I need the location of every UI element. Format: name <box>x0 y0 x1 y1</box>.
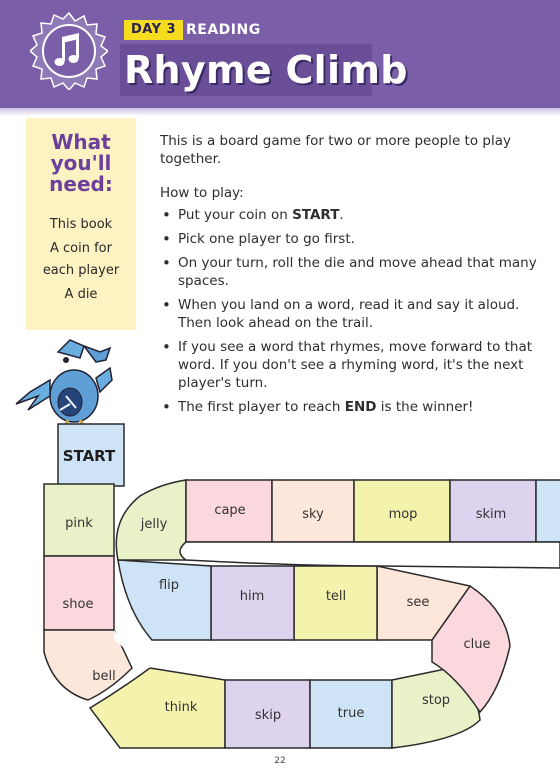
tile-word: true <box>337 706 365 721</box>
step-item: • When you land on a word, read it and say it aloud. Then look ahead on the trail. <box>160 296 540 332</box>
tile-word: think <box>164 700 198 715</box>
tile-word: see <box>406 595 430 610</box>
board-tile <box>536 480 560 542</box>
tile-word: bell <box>92 669 116 684</box>
tile-word: skip <box>254 708 282 723</box>
board-tile <box>118 560 211 640</box>
tile-word: sky <box>302 507 324 522</box>
page-number: 22 <box>274 756 286 766</box>
tile-word: him <box>239 589 265 604</box>
tile-word: flip <box>158 578 180 593</box>
bird-mascot-icon <box>16 340 112 432</box>
tile-word: cape <box>214 503 246 518</box>
start-label: START <box>62 447 116 465</box>
page-title: Rhyme Climb <box>124 48 408 92</box>
track-gap <box>180 542 560 568</box>
board-tile <box>44 556 114 630</box>
tile-word: pink <box>65 516 93 531</box>
materials-item: A coin for <box>50 241 112 256</box>
materials-item: This book <box>49 217 113 232</box>
materials-item: each player <box>42 263 120 278</box>
how-to-heading: How to play: <box>160 185 244 201</box>
step-item: • If you see a word that rhymes, move forward to that word. If you don't see a rhyming word, it's the next player's turn. <box>160 338 540 392</box>
step-item: • The first player to reach END is the winner! <box>160 398 540 416</box>
section-label: READING <box>186 22 261 38</box>
materials-item: A die <box>64 287 98 302</box>
step-item: • Put your coin on START. <box>160 206 540 224</box>
day-label: DAY 3 <box>124 20 183 40</box>
materials-title-line: need: <box>49 172 113 196</box>
tile-word: clue <box>463 637 491 652</box>
materials-title-line: you'll <box>50 151 112 175</box>
tile-word: shoe <box>62 597 94 612</box>
intro-text: This is a board game for two or more people to play together. <box>160 133 511 167</box>
step-item: • Pick one player to go first. <box>160 230 540 248</box>
tile-word: skim <box>475 507 507 522</box>
tile-word: stop <box>421 693 451 708</box>
step-item: • On your turn, roll the die and move ahead that many spaces. <box>160 254 540 290</box>
tile-word: tell <box>325 589 347 604</box>
materials-title-line: What <box>51 130 111 154</box>
tile-word: jelly <box>140 517 168 532</box>
tile-word: mop <box>388 507 418 522</box>
